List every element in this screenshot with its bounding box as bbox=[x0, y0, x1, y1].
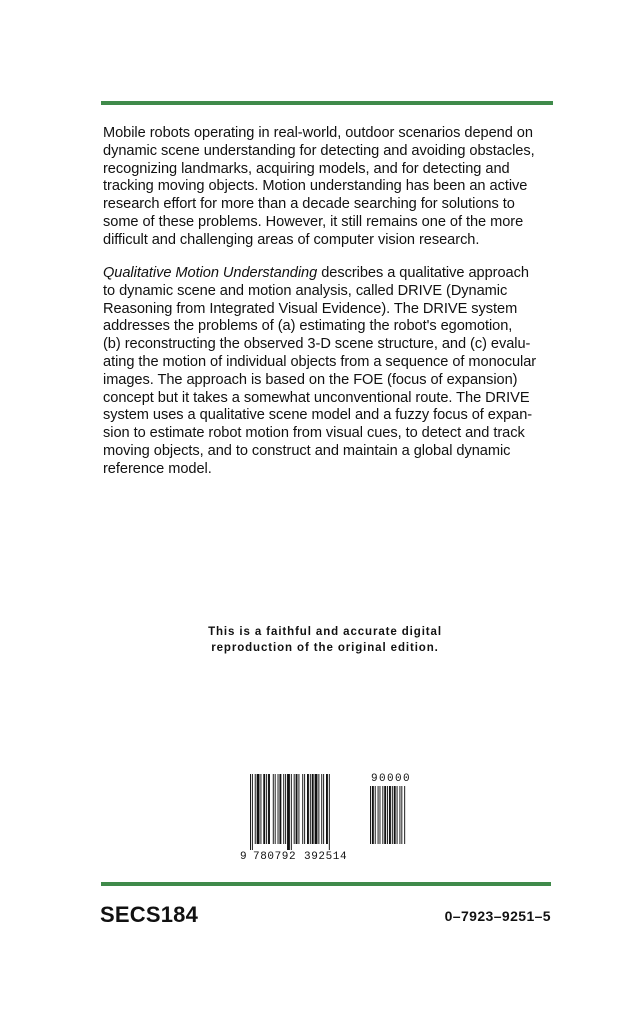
barcode-addon-bar bbox=[399, 786, 400, 844]
barcode-bar bbox=[326, 774, 328, 844]
isbn-barcode bbox=[238, 770, 438, 862]
barcode-addon-bar bbox=[372, 786, 374, 844]
barcode-bar bbox=[315, 774, 318, 844]
reproduction-note-line: This is a faithful and accurate digital bbox=[208, 626, 442, 638]
paragraph-line: addresses the problems of (a) estimating the robot's egomotion, bbox=[103, 318, 513, 335]
book-title-italic: Qualitative Motion Understanding bbox=[103, 265, 318, 281]
barcode-left-digits: 780792 bbox=[253, 851, 297, 862]
barcode-addon-bar bbox=[384, 786, 386, 844]
barcode-addon-bar bbox=[394, 786, 396, 844]
paragraph-line: recognizing landmarks, acquiring models, and for detecting and bbox=[103, 160, 510, 177]
barcode-bar bbox=[294, 774, 295, 844]
paragraph-line: images. The approach is based on the FOE (focus of expansion) bbox=[103, 371, 518, 388]
barcode-bar bbox=[285, 774, 286, 844]
barcode-addon-bar bbox=[378, 786, 379, 844]
barcode-bar bbox=[278, 774, 279, 844]
reproduction-note bbox=[170, 624, 480, 656]
paragraph-line: Mobile robots operating in real-world, outdoor scenarios depend on bbox=[103, 125, 533, 141]
barcode-bar bbox=[318, 774, 319, 844]
barcode-bar bbox=[275, 774, 276, 844]
isbn-number: 0–7923–9251–5 bbox=[444, 908, 551, 924]
paragraph-line: (b) reconstructing the observed 3-D scene structure, and (c) evalu- bbox=[103, 336, 531, 353]
barcode-bar bbox=[307, 774, 309, 844]
description-paragraph-1 bbox=[103, 125, 555, 250]
barcode-main-bars bbox=[250, 774, 330, 850]
barcode-addon-bar bbox=[375, 786, 376, 844]
barcode-addon-bar bbox=[392, 786, 393, 844]
paragraph-line: dynamic scene understanding for detecting and avoiding obstacles, bbox=[103, 142, 535, 159]
barcode-lead-digit: 9 bbox=[240, 851, 247, 862]
paragraph-line: sion to estimate robot motion from visual cues, to detect and track bbox=[103, 425, 525, 442]
barcode-bar bbox=[287, 774, 290, 850]
barcode-bar bbox=[323, 774, 324, 844]
barcode-bar bbox=[268, 774, 270, 844]
paragraph-line: research effort for more than a decade searching for solutions to bbox=[103, 196, 515, 213]
barcode-addon-bar bbox=[387, 786, 388, 844]
description-paragraph-2 bbox=[103, 265, 555, 479]
series-code: SECS184 bbox=[100, 902, 199, 927]
barcode-bar bbox=[263, 774, 265, 844]
barcode-bar bbox=[266, 774, 267, 844]
barcode-bar bbox=[257, 774, 260, 844]
barcode-bar bbox=[283, 774, 284, 844]
paragraph-line: Reasoning from Integrated Visual Evidence). The DRIVE system bbox=[103, 300, 518, 317]
paragraph-line: moving objects, and to construct and maintain a global dynamic bbox=[103, 442, 511, 459]
barcode-bar bbox=[298, 774, 299, 844]
paragraph-line: concept but it takes a somewhat unconventional route. The DRIVE bbox=[103, 389, 530, 406]
paragraph-line: tracking moving objects. Motion understanding has been an active bbox=[103, 178, 528, 195]
barcode-bar bbox=[321, 774, 322, 844]
barcode-addon-bar bbox=[380, 786, 381, 844]
barcode-bar bbox=[279, 774, 281, 844]
barcode-bar bbox=[302, 774, 303, 844]
barcode-bar bbox=[312, 774, 314, 844]
barcode-addon-bar bbox=[382, 786, 383, 844]
barcode-bar bbox=[304, 774, 305, 844]
barcode-addon-bar bbox=[397, 786, 398, 844]
barcode-addon-bar bbox=[401, 786, 402, 844]
reproduction-note-line: reproduction of the original edition. bbox=[211, 642, 439, 654]
barcode-bar bbox=[296, 774, 298, 844]
barcode-bar bbox=[310, 774, 311, 844]
barcode-bar bbox=[250, 774, 251, 850]
barcode-addon-bar bbox=[389, 786, 391, 844]
paragraph-line: some of these problems. However, it still remains one of the more bbox=[103, 213, 524, 230]
barcode-right-digits: 392514 bbox=[304, 851, 348, 862]
barcode-bar bbox=[291, 774, 292, 850]
paragraph-line-rest: describes a qualitative approach bbox=[317, 265, 529, 281]
barcode-bar bbox=[273, 774, 274, 844]
paragraph-line: system uses a qualitative scene model and a fuzzy focus of expan- bbox=[103, 407, 533, 424]
barcode-addon-digits: 90000 bbox=[371, 773, 412, 785]
barcode-bar bbox=[260, 774, 261, 844]
barcode-bar bbox=[252, 774, 253, 850]
barcode-addon-bar bbox=[370, 786, 371, 844]
bottom-divider-rule bbox=[101, 882, 551, 886]
barcode-bar bbox=[255, 774, 256, 844]
barcode-addon-bar bbox=[404, 786, 405, 844]
top-divider-rule bbox=[101, 101, 553, 105]
paragraph-line: difficult and challenging areas of computer vision research. bbox=[103, 231, 480, 248]
paragraph-line: to dynamic scene and motion analysis, called DRIVE (Dynamic bbox=[103, 282, 508, 299]
paragraph-line: reference model. bbox=[103, 460, 212, 477]
paragraph-line: ating the motion of individual objects from a sequence of monocular bbox=[103, 353, 537, 370]
paragraph-line bbox=[103, 265, 555, 283]
barcode-addon-bars bbox=[370, 786, 405, 844]
barcode-bar bbox=[329, 774, 330, 850]
